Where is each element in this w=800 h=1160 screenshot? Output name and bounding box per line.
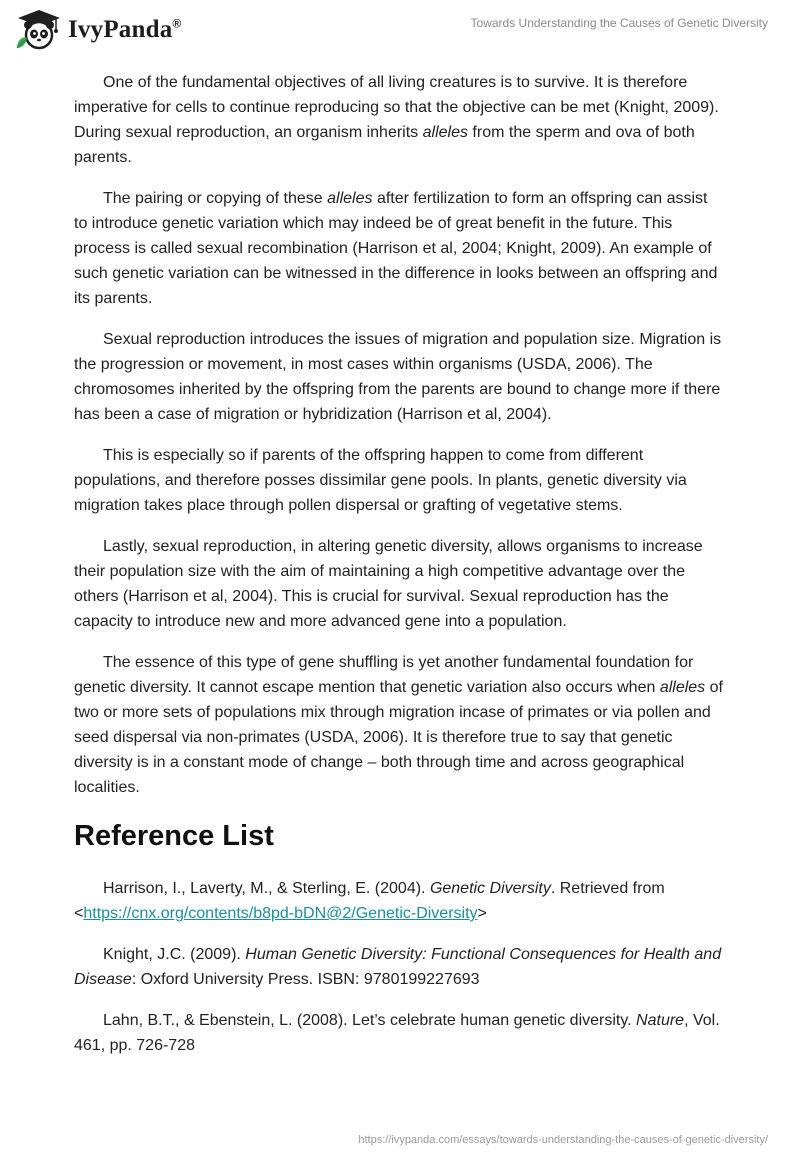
paragraph-6: The essence of this type of gene shuffling is yet another fundamental foundation for genetic diversity. It cannot escape mention that genetic variation also occurs when alleles of two or more sets of populations mix through migration incase of primates or via pollen and seed dispersal via non-primates (USDA, 2006). It is therefore true to say that genetic diversity is in a constant mode of change – both through time and across geographical localities. <box>74 654 723 796</box>
panda-graduate-icon <box>14 8 64 52</box>
reference-list-heading: Reference List <box>74 820 274 852</box>
brand-name: IvyPanda® <box>68 16 182 43</box>
paragraph-5: Lastly, sexual reproduction, in altering genetic diversity, allows organisms to increase their population size with the aim of maintaining a high competitive advantage over the others (Harrison et al, 2004). This is crucial for survival. Sexual reproduction has the capacity to introduce new and more advanced gene into a population. <box>74 538 703 630</box>
paragraph-2: The pairing or copying of these alleles after fertilization to form an offspring can assist to introduce genetic variation which may indeed be of great benefit in the future. This process is called sexual recombination (Harrison et al, 2004; Knight, 2009). An example of such genetic variation can be witnessed in the difference in looks between an offspring and its parents. <box>74 190 718 307</box>
reference-item: Harrison, I., Laverty, M., & Sterling, E. (2004). Genetic Diversity. Retrieved from <https://cnx.org/contents/b8pd-bDN@2/Genetic-Diversity> <box>74 880 665 922</box>
document-title: Towards Understanding the Causes of Genetic Diversity <box>470 16 768 30</box>
page-header <box>0 0 800 64</box>
reference-link[interactable]: https://cnx.org/contents/b8pd-bDN@2/Genetic-Diversity <box>83 905 478 922</box>
paragraph-3: Sexual reproduction introduces the issues of migration and population size. Migration is the progression or movement, in most cases within organisms (USDA, 2006). The chromosomes inherited by the offspring from the parents are bound to change more if there has been a case of migration or hybridization (Harrison et al, 2004). <box>74 331 722 423</box>
paragraph-4: This is especially so if parents of the offspring happen to come from different populations, and therefore posses dissimilar gene pools. In plants, genetic diversity via migration takes place through pollen dispersal or grafting of vegetative stems. <box>74 447 687 514</box>
brand-logo[interactable] <box>14 8 181 52</box>
essay-body <box>74 70 724 1074</box>
reference-item: Knight, J.C. (2009). Human Genetic Diversity: Functional Consequences for Health and Disease: Oxford University Press. ISBN: 9780199227693 <box>74 946 722 988</box>
paragraph-1: One of the fundamental objectives of all living creatures is to survive. It is therefore imperative for cells to continue reproducing so that the objective can be met (Knight, 2009). During sexual reproduction, an organism inherits alleles from the sperm and ova of both parents. <box>74 74 719 166</box>
source-url[interactable]: https://ivypanda.com/essays/towards-understanding-the-causes-of-genetic-diversity/ <box>358 1134 768 1146</box>
reference-item: Lahn, B.T., & Ebenstein, L. (2008). Let’s celebrate human genetic diversity. Nature, Vol. 461, pp. 726-728 <box>74 1012 720 1054</box>
